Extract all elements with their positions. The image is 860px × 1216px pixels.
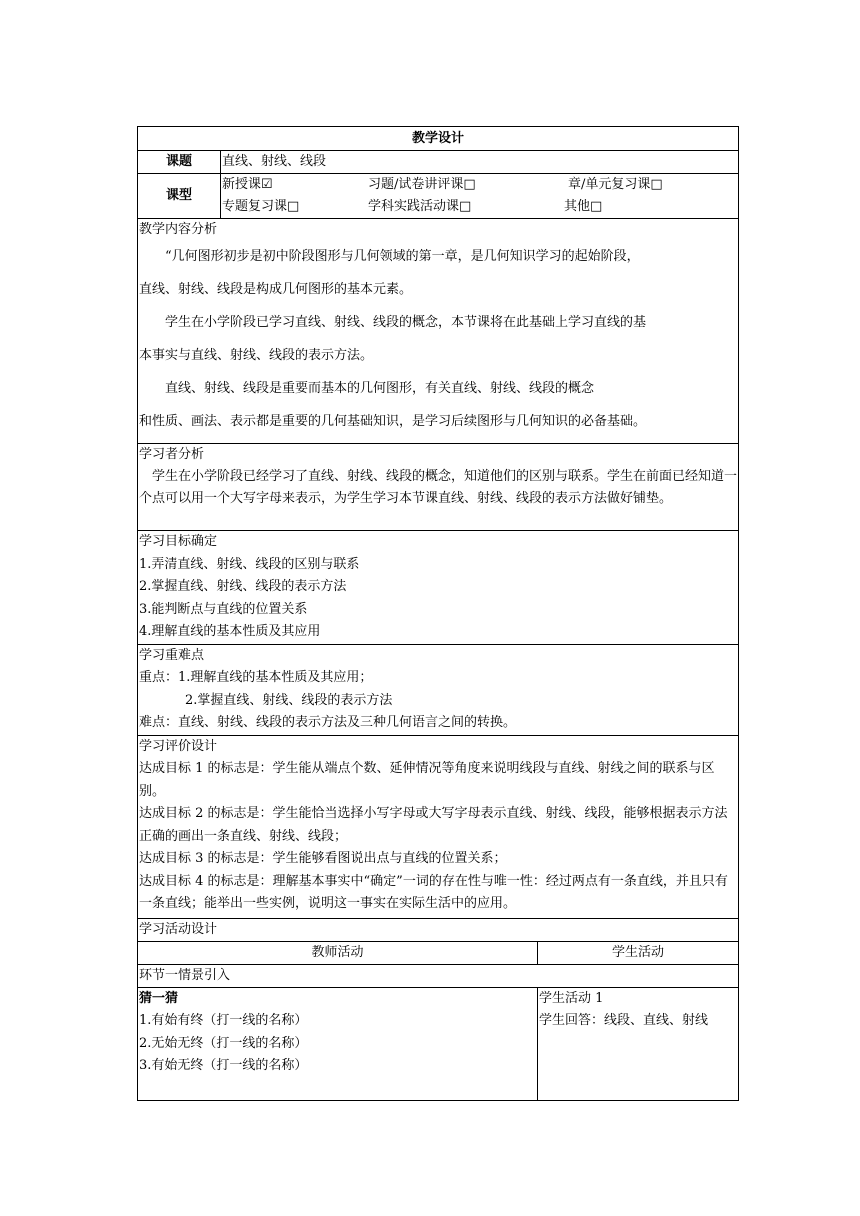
evaluation-item: 达成目标 2 的标志是：学生能恰当选择小写字母或大写字母表示直线、射线、线段，能够根据表示方法正确的画出一条直线、射线、线段； — [139, 806, 728, 844]
guess-item: 3.有始无终（打一线的名称） — [139, 1058, 308, 1073]
evaluation-item: 达成目标 1 的标志是：学生能从端点个数、延伸情况等角度来说明线段与直线、射线之间的联系与区别。 — [139, 761, 715, 799]
paragraph: 直线、射线、线段是重要而基本的几何图形，有关直线、射线、线段的概念 — [165, 381, 595, 396]
lesson-type-option[interactable]: 章/单元复习课□ — [568, 177, 663, 192]
evaluation-item: 达成目标 3 的标志是：学生能够看图说出点与直线的位置关系； — [139, 851, 507, 866]
lesson-type-options — [221, 174, 739, 219]
objectives-section — [138, 531, 739, 645]
paragraph: 和性质、画法、表示都是重要的几何基础知识，是学习后续图形与几何知识的必备基础。 — [139, 414, 647, 429]
learner-analysis-section — [138, 444, 739, 531]
stage-label: 环节一情景引入 — [138, 964, 739, 987]
section-heading: 学习目标确定 — [139, 534, 218, 549]
guess-item: 2.无始无终（打一线的名称） — [139, 1035, 308, 1051]
teacher-activity-header: 教师活动 — [138, 941, 538, 964]
paragraph: 学生在小学阶段已经学习了直线、射线、线段的概念，知道他们的区别与联系。学生在前面已经知道一个点可以用一个大写字母来表示，为学生学习本节课直线、射线、线段的表示方法做好铺垫。 — [139, 469, 738, 506]
section-heading: 学习评价设计 — [139, 738, 218, 754]
lesson-type-option[interactable]: 其他□ — [564, 199, 603, 214]
student-activity-title: 学生活动 1 — [539, 990, 604, 1006]
paragraph: “几何图形初步是初中阶段图形与几何领域的第一章，是几何知识学习的起始阶段， — [165, 249, 640, 264]
objective-item: 3.能判断点与直线的位置关系 — [139, 601, 308, 617]
paragraph: 直线、射线、线段是构成几何图形的基本元素。 — [139, 282, 413, 297]
document-title: 教学设计 — [138, 127, 739, 151]
topic-label: 课题 — [138, 151, 221, 174]
guess-title: 猜一猜 — [139, 990, 179, 1006]
section-heading: 教学内容分析 — [139, 222, 218, 237]
paragraph: 本事实与直线、射线、线段的表示方法。 — [139, 348, 374, 363]
lesson-type-label: 课型 — [138, 174, 221, 219]
lesson-plan-table — [137, 126, 739, 1101]
key-point: 2.掌握直线、射线、线段的表示方法 — [185, 692, 393, 708]
lesson-type-option[interactable]: 习题/试卷讲评课□ — [368, 177, 476, 192]
activities-heading: 学习活动设计 — [138, 918, 739, 941]
lesson-type-row — [222, 174, 737, 196]
student-activity-cell — [538, 987, 739, 1100]
section-heading: 学习重难点 — [139, 647, 205, 663]
evaluation-item: 达成目标 4 的标志是：理解基本事实中“确定”一词的存在性与唯一性：经过两点有一条直线，并且只有一条直线；能举出一些实例，说明这一事实在实际生活中的应用。 — [139, 873, 728, 911]
objective-item: 2.掌握直线、射线、线段的表示方法 — [139, 579, 347, 594]
content-analysis-section — [138, 219, 739, 444]
objective-item: 4.理解直线的基本性质及其应用 — [139, 624, 321, 639]
lesson-plan-document — [137, 126, 738, 1101]
topic-value: 直线、射线、线段 — [221, 151, 739, 174]
lesson-type-option[interactable]: 新授课☑ — [222, 177, 273, 192]
key-point: 重点：1.理解直线的基本性质及其应用； — [139, 670, 373, 685]
difficulty-point: 难点：直线、射线、线段的表示方法及三种几何语言之间的转换。 — [139, 715, 517, 730]
student-answer: 学生回答：线段、直线、射线 — [539, 1013, 709, 1028]
lesson-type-option[interactable]: 学科实践活动课□ — [368, 199, 472, 214]
lesson-type-row — [222, 196, 737, 218]
student-activity-header: 学生活动 — [538, 941, 739, 964]
evaluation-section — [138, 735, 739, 918]
teacher-activity-cell — [138, 987, 538, 1100]
section-heading: 学习者分析 — [139, 447, 205, 462]
lesson-type-option[interactable]: 专题复习课□ — [222, 199, 300, 214]
key-points-section — [138, 644, 739, 735]
objective-item: 1.弄清直线、射线、线段的区别与联系 — [139, 556, 360, 572]
paragraph: 学生在小学阶段已学习直线、射线、线段的概念，本节课将在此基础上学习直线的基 — [165, 315, 647, 330]
guess-item: 1.有始有终（打一线的名称） — [139, 1013, 308, 1028]
